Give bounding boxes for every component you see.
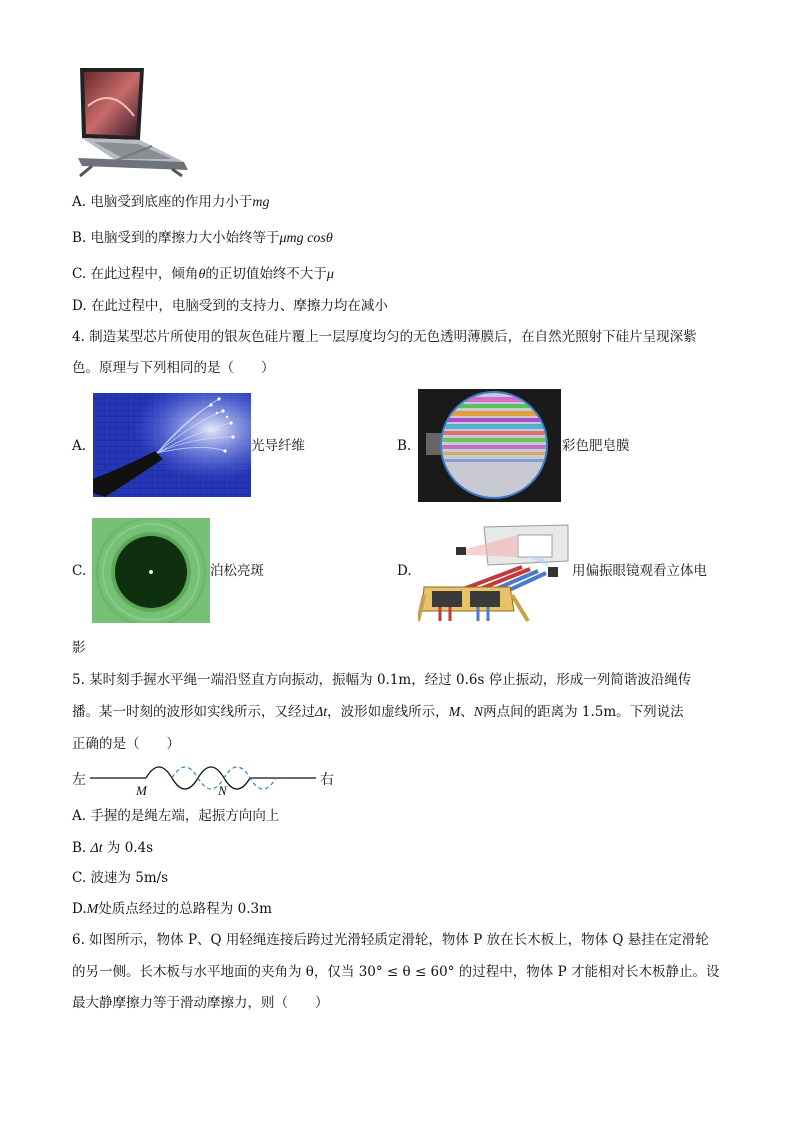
wave-figure (72, 756, 342, 796)
stem-text: 、 (460, 704, 474, 720)
stem-text: 两点间的距离为 1.5m。下列说法 (483, 704, 684, 720)
polarized-glasses-image (418, 521, 570, 625)
math-expr: μ (326, 267, 334, 282)
q3-option-b (72, 228, 333, 249)
option-text: 波速为 5m/s (90, 870, 169, 886)
q5-stem-line3: 正确的是（ ） (72, 736, 180, 752)
option-label: A. (72, 194, 87, 210)
math-expr: μmg cosθ (279, 231, 333, 246)
q3-option-c (72, 264, 334, 285)
q4-stem-line2: 色。原理与下列相同的是（ ） (72, 360, 275, 376)
option-label: D. (72, 298, 87, 314)
q4-option-d-caption: 用偏振眼镜观看立体电 (572, 563, 707, 579)
option-text: 在此过程中，倾角 (90, 266, 199, 282)
math-expr: mg (252, 195, 270, 210)
option-label: D. (72, 901, 87, 917)
poisson-spot-image (92, 518, 210, 623)
q5-stem-line2 (72, 702, 684, 723)
q4-option-d-caption-wrap: 影 (72, 640, 86, 656)
optical-fiber-image (93, 393, 251, 497)
q4-option-b-label: B. (397, 438, 412, 454)
q6-stem-line1: 6. 如图所示，物体 P、Q 用轻绳连接后跨过光滑轻质定滑轮，物体 P 放在长木板上，物体 Q 悬挂在定滑轮 (72, 932, 709, 948)
math-expr: θ (198, 267, 206, 282)
option-text: 手握的是绳左端，起振方向向上 (90, 808, 280, 824)
math-expr: Δt (315, 705, 328, 720)
q4-option-a-caption: 光导纤维 (251, 438, 305, 454)
q5-option-c (72, 868, 168, 888)
stem-text: 播。某一时刻的波形如实线所示，又经过 (72, 704, 315, 720)
point-n-label: N (218, 783, 227, 796)
option-label: B. (72, 840, 87, 856)
option-label: A. (72, 808, 87, 824)
math-expr: N (473, 705, 484, 720)
q4-option-c-label: C. (72, 563, 87, 579)
option-text: 为 0.4s (106, 840, 154, 856)
option-label: C. (72, 870, 87, 886)
q4-option-d-label: D. (397, 563, 412, 579)
option-text: 在此过程中，电脑受到的支持力、摩擦力均在减小 (90, 298, 388, 314)
laptop-stand-figure (72, 66, 190, 178)
q5-stem-line1: 5. 某时刻手握水平绳一端沿竖直方向振动，振幅为 0.1m，经过 0.6s 停止振动，形成一列简谐波沿绳传 (72, 672, 692, 688)
option-label: C. (72, 266, 87, 282)
point-m-label: M (136, 783, 147, 796)
q4-option-c-caption: 泊松亮斑 (210, 563, 264, 579)
q6-stem-line2: 的另一侧。长木板与水平地面的夹角为 θ，仅当 30° ≤ θ ≤ 60° 的过程中，物体 P 才能相对长木板静止。设 (72, 964, 720, 980)
stem-text: ，波形如虚线所示， (327, 704, 449, 720)
soap-film-image (418, 389, 561, 502)
option-text: 电脑受到的摩擦力大小始终等于 (90, 230, 280, 246)
option-text: 电脑受到底座的作用力小于 (90, 194, 253, 210)
q6-stem-line3: 最大静摩擦力等于滑动摩擦力，则（ ） (72, 995, 329, 1011)
q3-option-d (72, 296, 388, 316)
wave-right-label: 右 (320, 772, 334, 788)
option-text: 的正切值始终不大于 (205, 266, 327, 282)
math-expr: Δt (90, 841, 103, 856)
q5-option-a (72, 806, 279, 826)
q3-option-a (72, 192, 269, 213)
q4-option-b-caption: 彩色肥皂膜 (562, 438, 630, 454)
q5-option-b (72, 838, 153, 859)
option-label: B. (72, 230, 87, 246)
q4-stem-line1: 4. 制造某型芯片所使用的银灰色硅片覆上一层厚度均匀的无色透明薄膜后，在自然光照射下硅片呈现深紫 (72, 329, 697, 345)
wave-left-label: 左 (72, 772, 86, 788)
math-expr: M (448, 705, 461, 720)
math-expr: M (86, 902, 99, 917)
q5-option-d (72, 899, 272, 920)
q4-option-a-label: A. (72, 438, 87, 454)
option-text: 处质点经过的总路程为 0.3m (98, 901, 272, 917)
